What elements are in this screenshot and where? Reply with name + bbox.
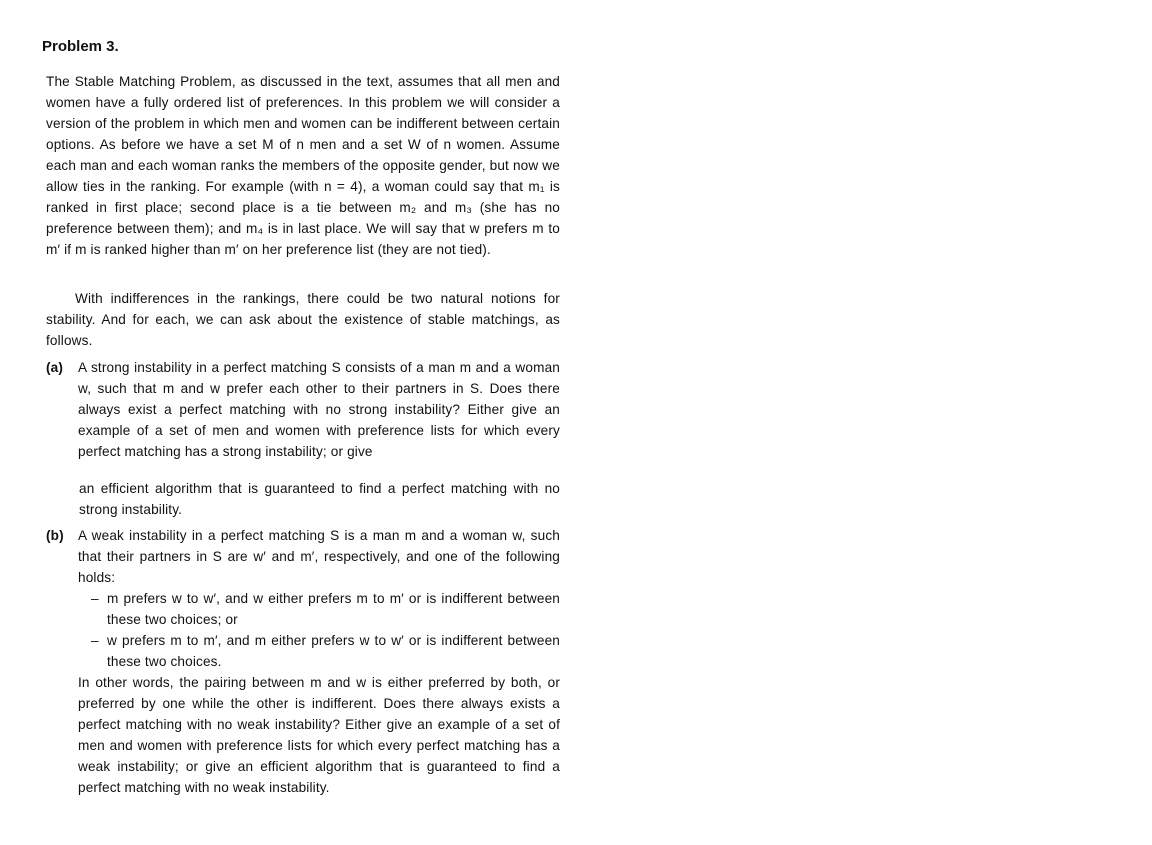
part-b-intro: A weak instability in a perfect matching S is a man m and a woman w, such that their partners in S are w′ and m′, respectively, and one of the following holds: xyxy=(78,528,560,585)
part-a xyxy=(46,357,560,462)
intro-paragraph: The Stable Matching Problem, as discussed in the text, assumes that all men and women have a fully ordered list of preferences. In this problem we will consider a version of the problem in which men and women can be indifferent between certain options. As before we have a set M of n men and a set W of n women. Assume each man and each woman ranks the members of the opposite gender, but now we allow ties in the ranking. For example (with n = 4), a woman could say that m₁ is ranked in first place; second place is a tie between m₂ and m₃ (she has no preference between them); and m₄ is in last place. We will say that w prefers m to m′ if m is ranked higher than m′ on her preference list (they are not tied). xyxy=(46,74,560,257)
bullet-dash: – xyxy=(91,633,99,648)
part-a-text: A strong instability in a perfect matching S consists of a man m and a woman w, such that m and w prefer each other to their partners in S. Does there always exist a perfect matching with no strong instability? Either give an example of a set of men and women with preference lists for which every perfect matching has a strong instability; or give xyxy=(78,360,560,459)
stability-paragraph: With indifferences in the rankings, there could be two natural notions for stability. And for each, we can ask about the existence of stable matchings, as follows. xyxy=(46,291,560,348)
part-b-bullet xyxy=(91,630,560,672)
bullet-text: w prefers m to m′, and m either prefers w to w′ or is indifferent between these two choices. xyxy=(107,633,560,669)
part-b xyxy=(46,525,560,798)
problem-heading: Problem 3. xyxy=(42,38,119,55)
part-b-content xyxy=(78,525,560,798)
part-b-bullet-list xyxy=(78,588,560,672)
bullet-dash: – xyxy=(91,591,99,606)
bullet-text: m prefers w to w′, and w either prefers m to m′ or is indifferent between these two choices; or xyxy=(107,591,560,627)
part-b-closing: In other words, the pairing between m and w is either preferred by both, or preferred by one while the other is indifferent. Does there always exists a perfect matching with no weak instability? Either give an example of a set of men and women with preference lists for which every perfect matching has a weak instability; or give an efficient algorithm that is guaranteed to find a perfect matching with no weak instability. xyxy=(78,675,560,795)
part-b-label: (b) xyxy=(46,528,64,543)
part-a-label: (a) xyxy=(46,360,64,375)
part-b-bullet xyxy=(91,588,560,630)
part-a-continuation: an efficient algorithm that is guaranteed to find a perfect matching with no strong instability. xyxy=(79,481,560,517)
